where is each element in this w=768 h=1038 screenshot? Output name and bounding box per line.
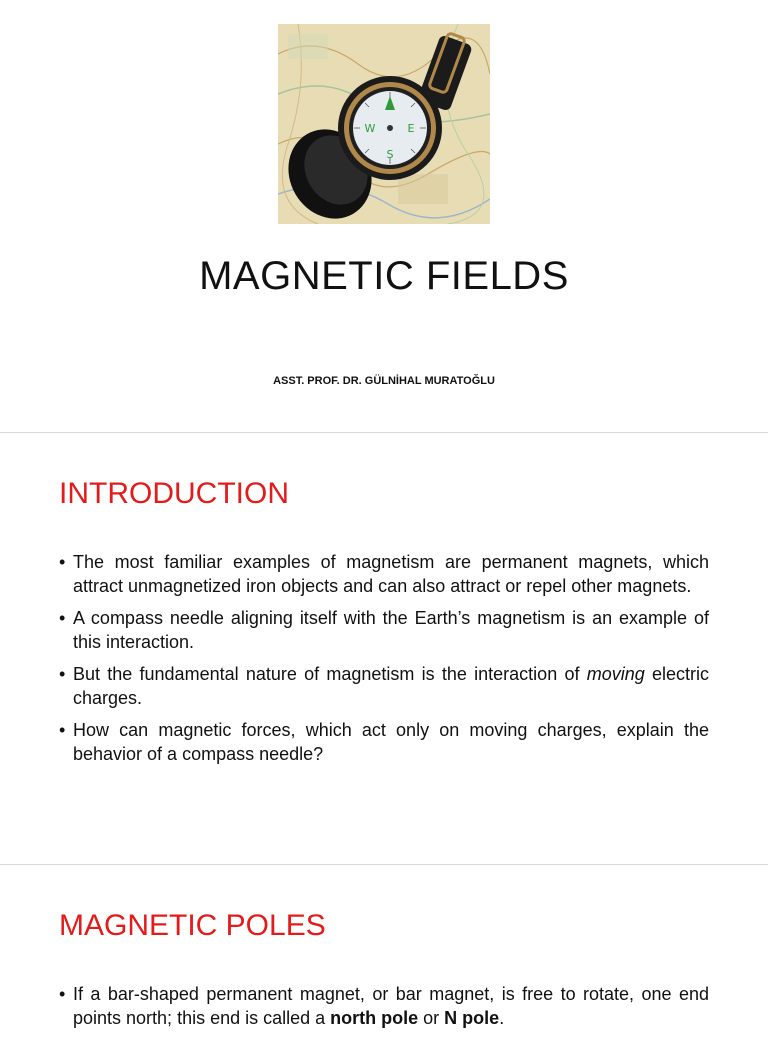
bullet-text-mid: or — [418, 1008, 445, 1028]
bullet-text-end: electric charges. — [73, 664, 709, 708]
bullet-icon: • — [59, 984, 66, 1004]
bullet-text: The most familiar examples of magnetism are permanent magnets, which attract unmagnetized iron objects and can also attract or repel other magnets. — [73, 552, 709, 596]
svg-text:S: S — [386, 148, 394, 161]
list-item — [59, 550, 709, 598]
bold-term-n-pole: N pole — [444, 1008, 500, 1028]
list-item — [59, 982, 709, 1030]
bullet-icon: • — [59, 664, 66, 684]
bullet-text-end: . — [499, 1008, 505, 1028]
author-name: ASST. PROF. DR. GÜLNİHAL MURATOĞLU — [273, 375, 495, 387]
bullet-text-start: If a bar-shaped permanent magnet, or bar magnet, is free to rotate, one end points north; this end is called a — [73, 984, 709, 1028]
magnetic-poles-slide — [0, 864, 768, 1028]
bullet-icon: • — [59, 608, 66, 628]
bullet-list — [59, 982, 709, 1038]
presentation-title: MAGNETIC FIELDS — [199, 254, 569, 298]
list-item — [59, 606, 709, 654]
svg-text:E: E — [407, 122, 415, 135]
bullet-list — [59, 550, 709, 774]
emphasis-text: moving — [586, 664, 645, 684]
introduction-slide — [0, 432, 768, 865]
bullet-text-start: But the fundamental nature of magnetism is the interaction of — [73, 664, 587, 684]
svg-text:W: W — [364, 122, 376, 135]
compass-photo — [278, 24, 490, 224]
bold-term-north-pole: north pole — [330, 1008, 419, 1028]
bullet-text: A compass needle aligning itself with the Earth’s magnetism is an example of this interaction. — [73, 608, 709, 652]
compass-icon — [278, 24, 490, 224]
list-item — [59, 662, 709, 710]
title-slide — [0, 0, 768, 432]
bullet-icon: • — [59, 552, 66, 572]
list-item — [59, 718, 709, 766]
bullet-text: How can magnetic forces, which act only on moving charges, explain the behavior of a compass needle? — [73, 720, 709, 764]
slide-heading: INTRODUCTION — [59, 477, 289, 510]
bullet-icon: • — [59, 720, 66, 740]
slide-heading: MAGNETIC POLES — [59, 909, 326, 942]
